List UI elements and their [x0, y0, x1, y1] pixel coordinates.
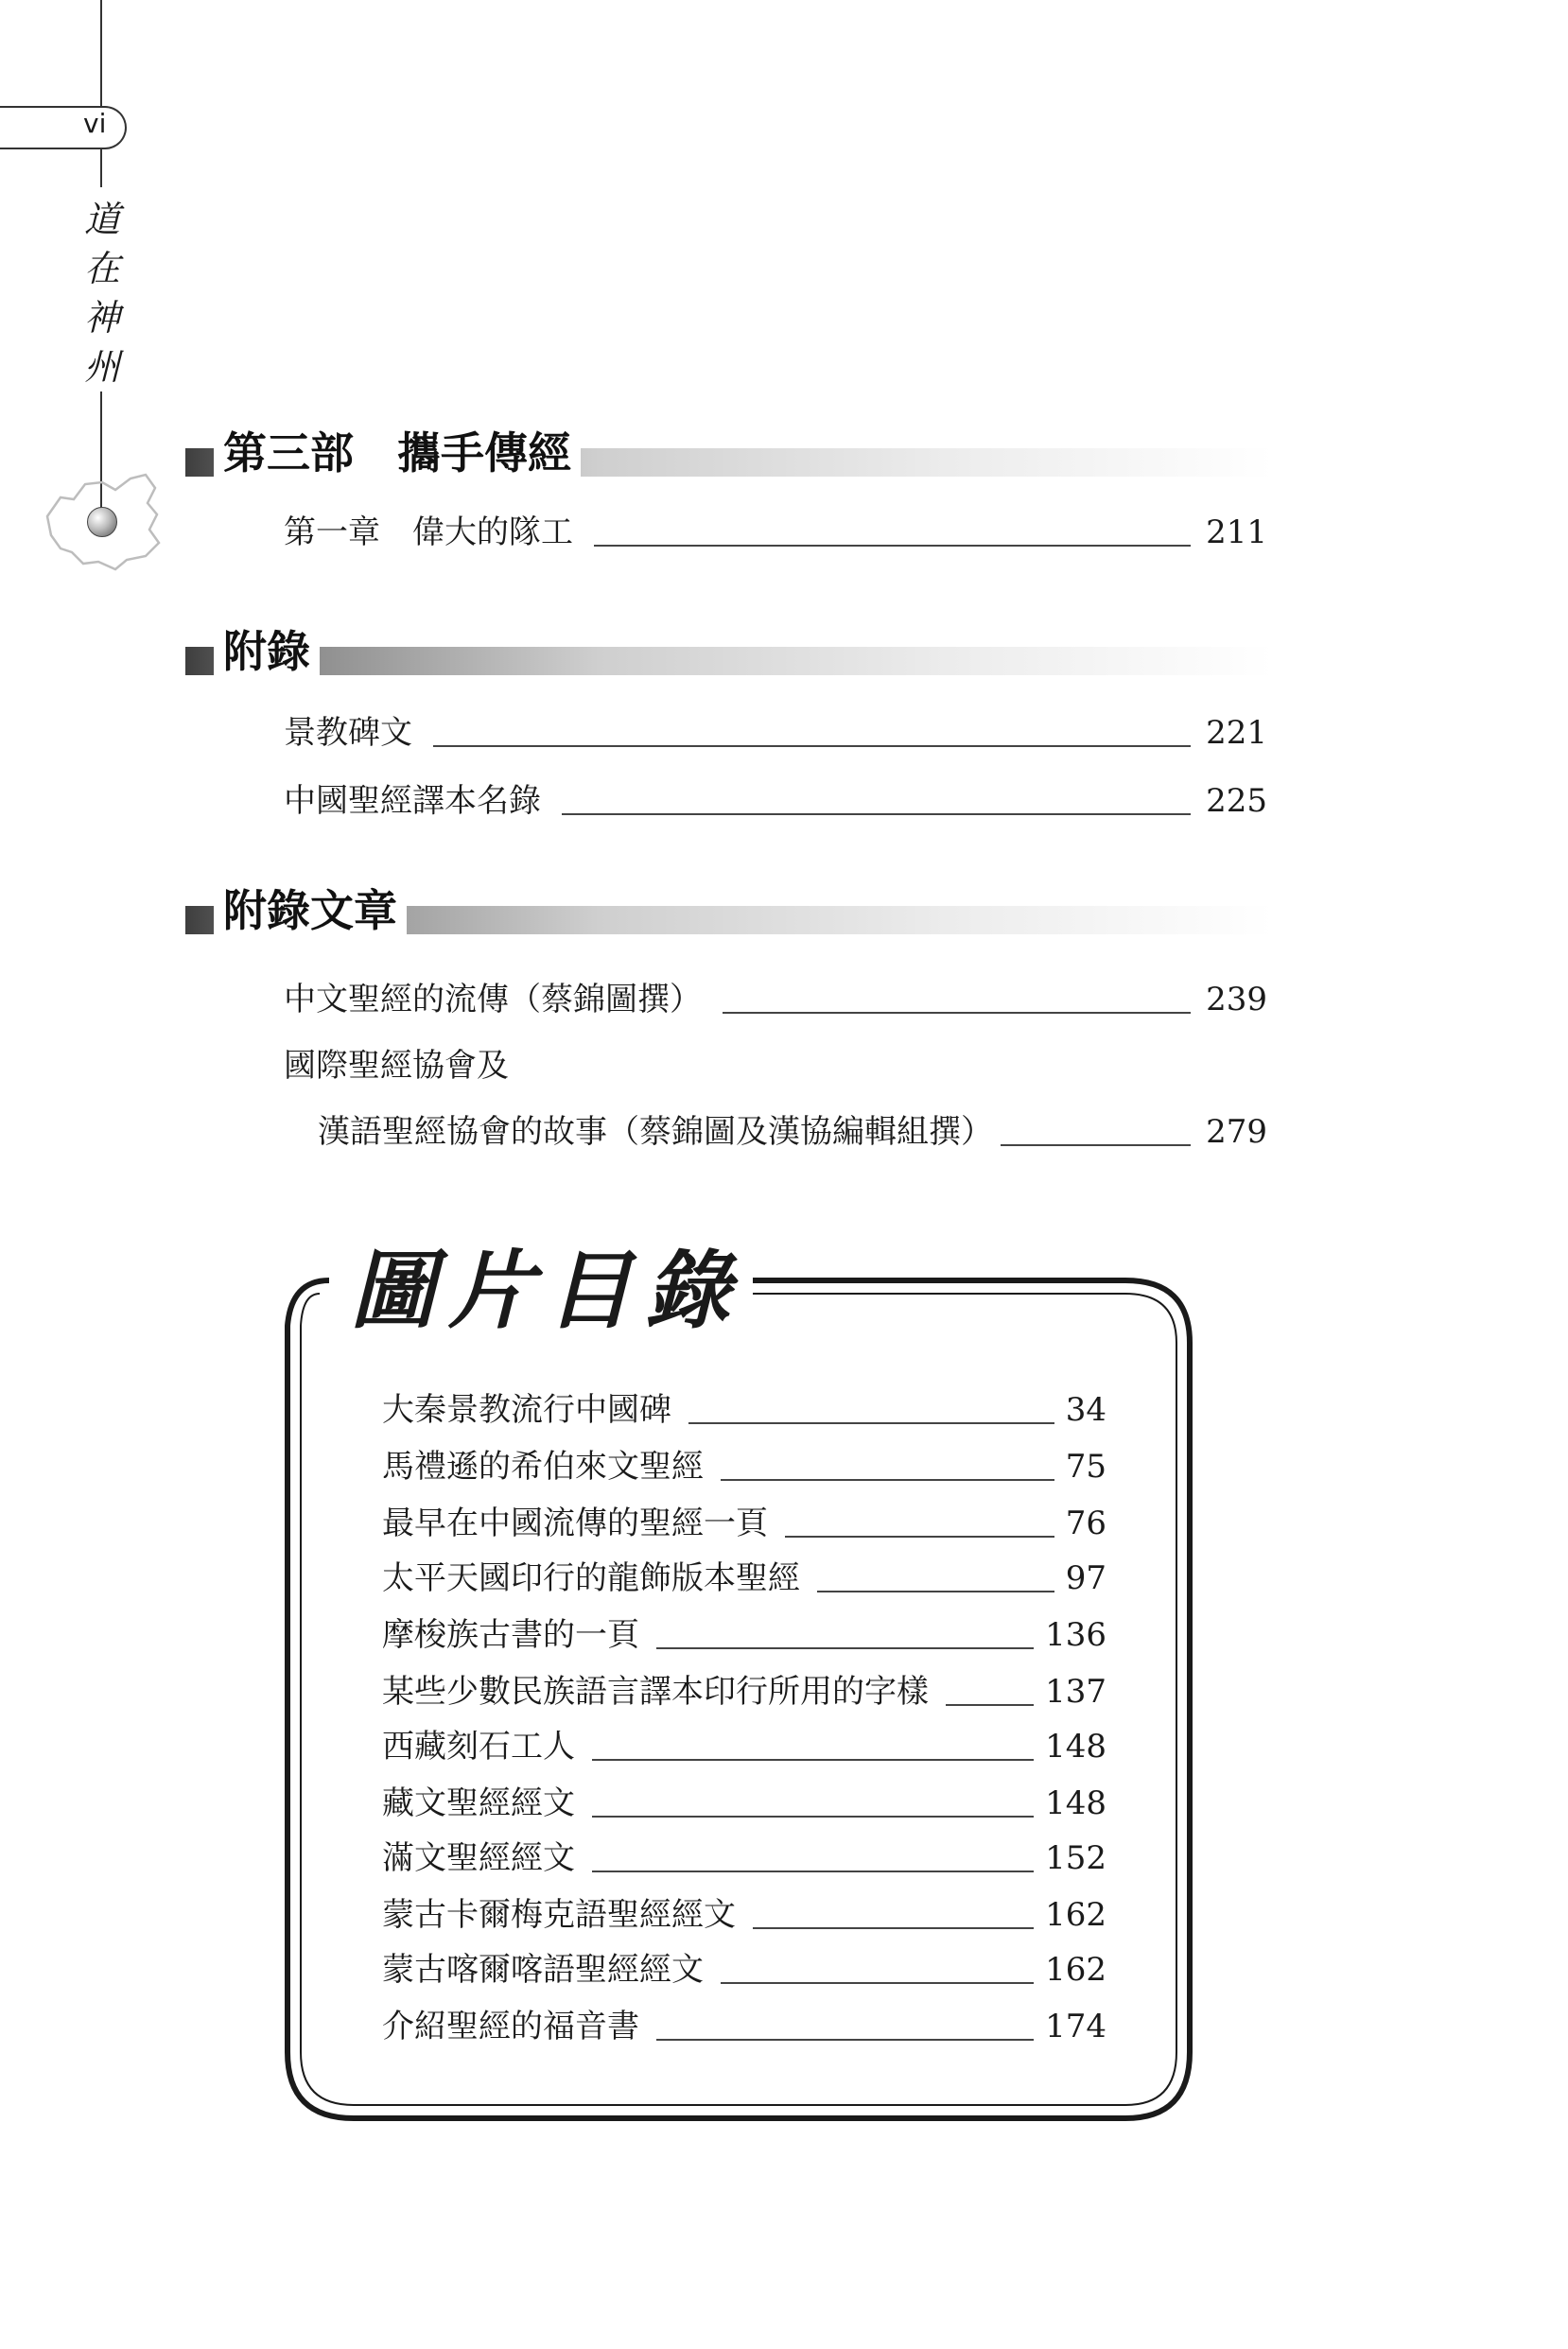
toc-entry-page: 239 [1206, 981, 1267, 1018]
toc-entry-page: 225 [1206, 782, 1267, 820]
section-gradient-bar [185, 647, 1273, 675]
toc-entry-label: 漢語聖經協會的故事（蔡錦圖及漢協編輯組撰） [318, 1113, 993, 1151]
picture-list-title: 圖片目錄 [340, 1239, 753, 1343]
book-title-char: 在 [83, 248, 120, 289]
toc-leader [656, 1647, 1034, 1649]
picture-entry-page: 148 [1045, 1728, 1106, 1766]
toc-entry-label: 景教碑文 [284, 714, 412, 752]
toc-entry-label-line1[interactable]: 國際聖經協會及 [284, 1047, 509, 1085]
toc-leader [723, 1012, 1191, 1014]
toc-leader [817, 1591, 1054, 1592]
picture-entry[interactable] [382, 2005, 1106, 2048]
toc-leader [721, 1479, 1054, 1481]
toc-entry-page: 279 [1206, 1113, 1267, 1151]
section-title: 第三部 攜手傳經 [214, 426, 581, 480]
picture-entry-page: 152 [1045, 1839, 1106, 1877]
book-title-char: 道 [83, 199, 120, 240]
picture-entry-page: 75 [1065, 1448, 1106, 1486]
picture-entry-label: 某些少數民族語言譯本印行所用的字樣 [382, 1673, 929, 1711]
toc-leader [433, 745, 1191, 747]
picture-entry-page: 137 [1045, 1673, 1106, 1711]
picture-entry[interactable] [382, 1557, 1106, 1600]
picture-entry[interactable] [382, 1725, 1106, 1768]
picture-entry-label: 蒙古喀爾喀語聖經經文 [382, 1951, 704, 1989]
picture-entry[interactable] [382, 1613, 1106, 1657]
picture-entry-label: 西藏刻石工人 [382, 1728, 575, 1766]
book-title-char: 州 [83, 346, 120, 388]
picture-entry-label: 蒙古卡爾梅克語聖經經文 [382, 1896, 736, 1934]
picture-entry-label: 介紹聖經的福音書 [382, 2008, 639, 2045]
toc-leader [753, 1927, 1034, 1929]
toc-leader [592, 1759, 1034, 1761]
toc-entry-label: 中文聖經的流傳（蔡錦圖撰） [284, 981, 702, 1018]
toc-entry[interactable] [284, 511, 1267, 554]
section-title: 附錄 [214, 624, 320, 679]
toc-leader [721, 1982, 1034, 1984]
toc-leader [592, 1816, 1034, 1818]
picture-entry-page: 162 [1045, 1951, 1106, 1989]
toc-leader [688, 1422, 1054, 1424]
margin-line-top [100, 0, 102, 106]
toc-entry-page: 211 [1206, 513, 1267, 551]
toc-leader [946, 1704, 1034, 1706]
picture-entry[interactable] [382, 1388, 1106, 1432]
picture-entry-page: 97 [1065, 1559, 1106, 1597]
toc-leader [785, 1536, 1054, 1538]
section-header-part3 [185, 427, 1273, 482]
picture-entry-label: 馬禮遜的希伯來文聖經 [382, 1448, 704, 1486]
picture-entry-label: 最早在中國流傳的聖經一頁 [382, 1505, 768, 1542]
picture-entry[interactable] [382, 1836, 1106, 1880]
toc-entry[interactable] [284, 711, 1267, 755]
toc-entry-label: 中國聖經譯本名錄 [284, 782, 541, 820]
picture-entry-label: 摩梭族古書的一頁 [382, 1616, 639, 1654]
picture-entry-page: 174 [1045, 2008, 1106, 2045]
picture-entry-label: 滿文聖經經文 [382, 1839, 575, 1877]
section-header-appendix [185, 626, 1273, 681]
toc-entry[interactable] [318, 1110, 1267, 1154]
toc-entry-label: 第一章 偉大的隊工 [284, 513, 573, 551]
section-title: 附錄文章 [214, 883, 407, 938]
toc-entry[interactable] [284, 779, 1267, 823]
picture-entry-label: 藏文聖經經文 [382, 1784, 575, 1822]
toc-leader [562, 813, 1191, 815]
picture-entry[interactable] [382, 1670, 1106, 1714]
picture-entry-page: 76 [1065, 1505, 1106, 1542]
toc-leader [592, 1870, 1034, 1872]
picture-entry-label: 大秦景教流行中國碑 [382, 1391, 671, 1429]
toc-leader [594, 545, 1191, 547]
picture-entry[interactable] [382, 1782, 1106, 1825]
picture-entry[interactable] [382, 1948, 1106, 1992]
toc-leader [1001, 1144, 1191, 1146]
book-title-char: 神 [83, 297, 120, 339]
picture-entry-label: 太平天國印行的龍飾版本聖經 [382, 1559, 800, 1597]
toc-entry[interactable] [284, 978, 1267, 1021]
section-header-articles [185, 885, 1273, 940]
page-number-tab [0, 106, 127, 149]
picture-entry-page: 34 [1065, 1391, 1106, 1429]
picture-entry[interactable] [382, 1445, 1106, 1488]
margin-line-mid [100, 149, 102, 187]
running-book-title [81, 195, 123, 392]
picture-entry-page: 136 [1045, 1616, 1106, 1654]
toc-leader [656, 2039, 1034, 2041]
page-number: vi [83, 108, 107, 139]
picture-entry-page: 148 [1045, 1784, 1106, 1822]
toc-entry-page: 221 [1206, 714, 1267, 752]
picture-entry-page: 162 [1045, 1896, 1106, 1934]
picture-entry[interactable] [382, 1893, 1106, 1937]
margin-ball-ornament [87, 507, 117, 537]
picture-entry[interactable] [382, 1502, 1106, 1545]
